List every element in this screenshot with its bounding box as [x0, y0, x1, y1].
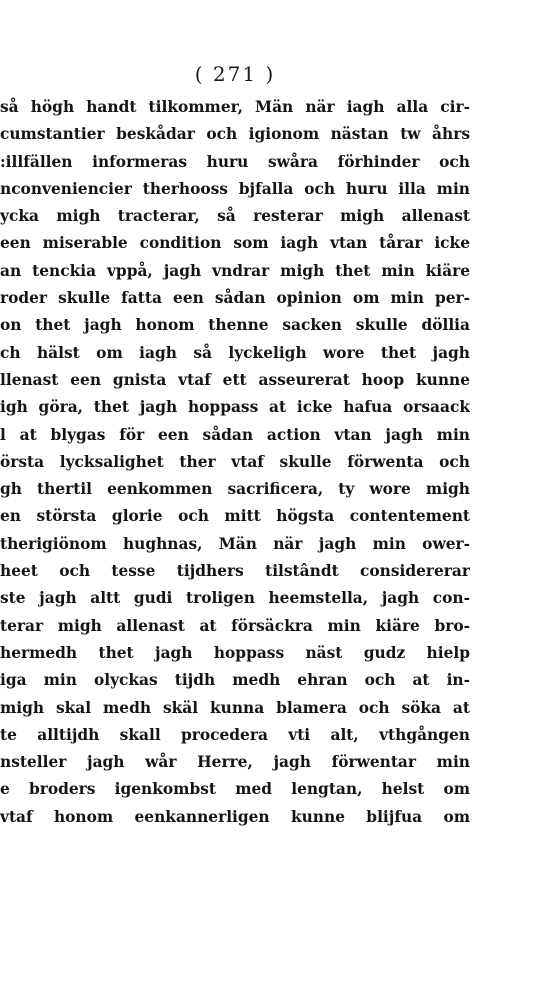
text-line: therigiönom hughnas, Män när jagh min ower- — [0, 534, 470, 553]
text-line: ch hälst om iagh så lyckeligh wore thet jagh — [0, 343, 470, 362]
text-line: så högh handt tilkommer, Män när iagh alla cir- — [0, 98, 470, 116]
text-line: :illfällen informeras huru swåra förhinder och — [0, 152, 470, 171]
text-line: e broders igenkombst med lengtan, helst om — [0, 780, 470, 799]
text-line: hermedh thet jagh hoppass näst gudz hielp — [0, 643, 470, 662]
text-line: cumstantier beskådar och igionom nästan tw åhrs — [0, 125, 470, 144]
text-line: terar migh allenast at försäckra min kiäre bro- — [0, 616, 470, 635]
text-line: een miserable condition som iagh vtan tårar icke — [0, 234, 470, 253]
text-line: heet och tesse tijdhers tilstândt considererar — [0, 562, 470, 581]
text-line: on thet jagh honom thenne sacken skulle döllia — [0, 316, 470, 335]
text-line: an tenckia vppå, jagh vndrar migh thet min kiäre — [0, 261, 470, 280]
text-line: l at blygas för een sådan action vtan jagh min — [0, 425, 470, 444]
text-line: te alltijdh skall procedera vti alt, vthgången — [0, 725, 470, 744]
text-line: ycka migh tracterar, så resterar migh allenast — [0, 207, 470, 226]
page-number: ( 271 ) — [194, 62, 276, 86]
body-text — [0, 94, 470, 831]
text-line: llenast een gnista vtaf ett asseurerat hoop kunne — [0, 370, 470, 389]
text-line: örsta lycksalighet ther vtaf skulle förwenta och — [0, 452, 470, 471]
text-line: roder skulle fatta een sådan opinion om min per- — [0, 289, 470, 308]
text-line: vtaf honom eenkannerligen kunne blijfua om — [0, 807, 470, 826]
text-line: nconveniencier therhooss bjfalla och huru illa min — [0, 179, 470, 198]
text-line: igh göra, thet jagh hoppass at icke hafua orsaack — [0, 398, 470, 417]
text-line: gh thertil eenkommen sacrificera, ty wore migh — [0, 480, 470, 499]
text-line: en största glorie och mitt högsta contentement — [0, 507, 470, 526]
text-line: ste jagh altt gudi troligen heemstella, jagh con- — [0, 589, 470, 608]
text-line: nsteller jagh wår Herre, jagh förwentar min — [0, 753, 470, 772]
text-line: migh skal medh skäl kunna blamera och söka at — [0, 698, 470, 717]
text-line: iga min olyckas tijdh medh ehran och at in- — [0, 671, 470, 690]
